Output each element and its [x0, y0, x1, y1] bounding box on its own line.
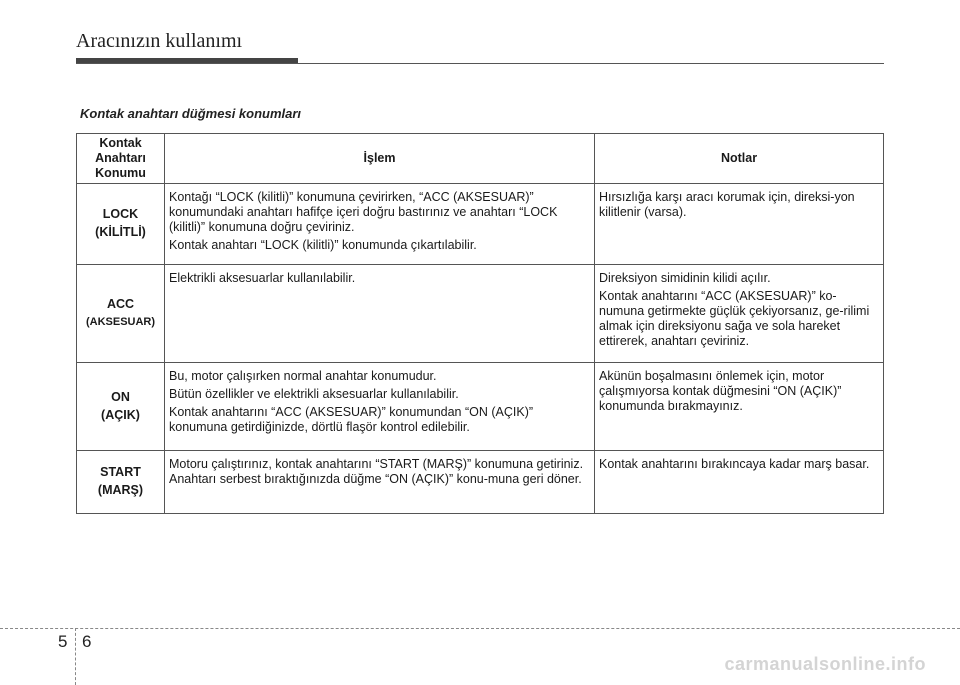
operation-text: Motoru çalıştırınız, kontak anahtarını “START (MARŞ)” konumuna getiriniz. Anahtarı serbest bıraktığınızda düğme “ON (AÇIK)” konu-muna geri döner. [169, 457, 584, 486]
header-position-line: Konumu [95, 166, 146, 180]
operation-text: Bu, motor çalışırken normal anahtar konumudur. [169, 369, 437, 383]
notes-text: Hırsızlığa karşı aracı korumak için, direksi-yon kilitlenir (varsa). [599, 190, 855, 219]
notes-text: Akünün boşalmasını önlemek için, motor çalışmıyorsa kontak düğmesini “ON (AÇIK)” konumunda bırakmayınız. [599, 369, 842, 413]
position-subname: (KİLİTLİ) [95, 225, 146, 239]
position-cell [77, 451, 165, 514]
page-header-title: Aracınızın kullanımı [76, 30, 243, 52]
operation-text: Kontak anahtarı “LOCK (kilitli)” konumunda çıkartılabilir. [169, 238, 477, 252]
header-operation: İşlem [165, 134, 595, 184]
watermark-text: carmanualsonline.info [724, 654, 926, 674]
header-position-line: Kontak [99, 136, 142, 150]
page-number-digit: 5 [58, 632, 68, 651]
operation-text: Kontak anahtarını “ACC (AKSESUAR)” konumundan “ON (AÇIK)” konumuna getirdiğinizde, dörtlü flaşör kontrol edilebilir. [169, 405, 534, 434]
position-name: LOCK [102, 207, 139, 221]
notes-cell [595, 184, 884, 265]
position-cell [77, 363, 165, 451]
operation-cell [165, 265, 595, 363]
operation-cell [165, 363, 595, 451]
table-row-acc [77, 265, 884, 363]
position-subname: (AÇIK) [101, 407, 140, 422]
table-header-row [77, 134, 884, 184]
footer-vertical-rule [75, 628, 76, 685]
position-cell [77, 265, 165, 363]
position-cell [77, 184, 165, 265]
header-rule-thin [76, 63, 884, 64]
page-number-digit: 6 [82, 632, 92, 651]
ignition-positions-table [76, 133, 884, 514]
operation-cell [165, 451, 595, 514]
section-title: Kontak anahtarı düğmesi konumları [80, 106, 302, 121]
table-row-lock [77, 184, 884, 265]
operation-text: Elektrikli aksesuarlar kullanılabilir. [169, 271, 356, 285]
footer-rule [0, 628, 960, 629]
position-subname: (AKSESUAR) [85, 315, 156, 328]
notes-cell [595, 363, 884, 451]
notes-cell [595, 451, 884, 514]
operation-cell [165, 184, 595, 265]
header-position [77, 134, 165, 184]
operation-text: Kontağı “LOCK (kilitli)” konumuna çevirirken, “ACC (AKSESUAR)” konumundaki anahtarı hafifçe içeri doğru bastırınız ve anahtarı “LOCK (kilitli)” konumuna doğru çeviriniz. [169, 190, 558, 234]
notes-text: Kontak anahtarını bırakıncaya kadar marş basar. [599, 457, 870, 471]
header-position-line: Anahtarı [95, 151, 146, 165]
operation-text: Bütün özellikler ve elektrikli aksesuarlar kullanılabilir. [169, 387, 459, 401]
position-subname: (MARŞ) [97, 483, 144, 497]
table-row-on [77, 363, 884, 451]
position-name: START [100, 465, 141, 479]
table-row-start [77, 451, 884, 514]
notes-cell [595, 265, 884, 363]
position-name: ACC [106, 296, 135, 311]
position-name: ON [111, 389, 130, 404]
notes-text: Kontak anahtarını “ACC (AKSESUAR)” ko-numuna getirmekte güçlük çekiyorsanız, ge-rilimi almak için direksiyonu sağa ve sola hareket ettirerek, anahtarı çeviriniz. [599, 289, 870, 348]
notes-text: Direksiyon simidinin kilidi açılır. [599, 271, 771, 285]
header-notes: Notlar [595, 134, 884, 184]
